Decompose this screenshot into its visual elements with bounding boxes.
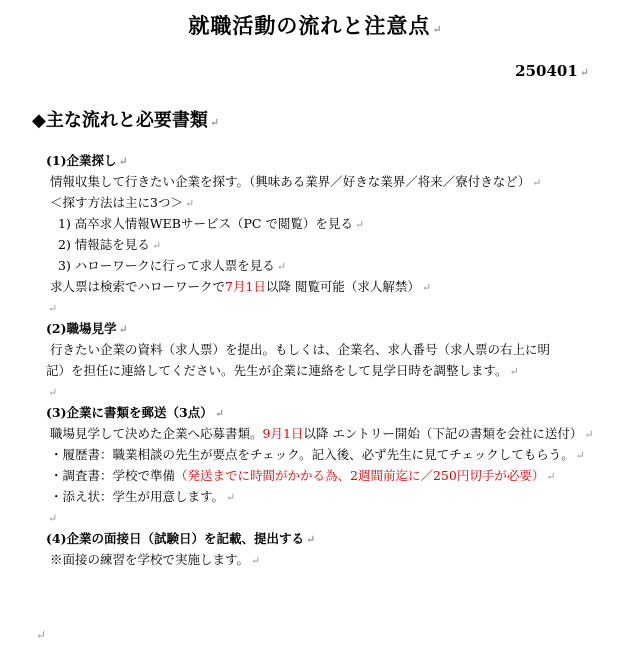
body-line: ＜探す方法は主に3つ＞ ↵ bbox=[50, 195, 195, 210]
section-heading: ◆主な流れと必要書類 ↵ bbox=[32, 110, 220, 131]
empty-line: ↵ bbox=[48, 386, 58, 399]
date-highlight: 7月1日 bbox=[225, 279, 266, 294]
step-1-heading: (1)企業探し ↵ bbox=[46, 153, 128, 168]
document-body bbox=[46, 150, 606, 570]
list-item: 1) 高卒求人情報WEBサービス（PC で閲覧）を見る ↵ bbox=[58, 216, 365, 231]
list-item: ・調査書：学校で準備（発送までに時間がかかる為、2週間前迄に／250円切手が必要） ↵ bbox=[50, 468, 556, 483]
step-3-heading: (3)企業に書類を郵送（3点） ↵ bbox=[46, 405, 224, 420]
body-line: 求人票は検索でハローワークで7月1日以降 閲覧可能（求人解禁） ↵ bbox=[50, 279, 432, 294]
list-item: ・添え状：学生が用意します。 ↵ bbox=[50, 489, 236, 504]
list-item: ・履歴書：職業相談の先生が要点をチェック。記入後、必ず先生に見てチェックしてもらう。 ↵ bbox=[50, 447, 585, 462]
step-4-heading: (4)企業の面接日（試験日）を記載、提出する ↵ bbox=[46, 531, 316, 546]
date-highlight: 9月1日 bbox=[262, 426, 304, 441]
note-highlight: （発送までに時間がかかる為、2週間前迄に／250円切手が必要） bbox=[175, 468, 545, 483]
document-number: 250401 ↵ bbox=[515, 62, 589, 80]
body-line: 記）を担任に連絡してください。先生が企業に連絡をして見学日時を調整します。 ↵ bbox=[46, 363, 519, 378]
body-line: ※面接の練習を学校で実施します。 ↵ bbox=[50, 552, 261, 567]
empty-line: ↵ bbox=[48, 302, 58, 315]
document-title: 就職活動の流れと注意点 ↵ bbox=[188, 13, 443, 38]
step-2-heading: (2)職場見学 ↵ bbox=[46, 321, 128, 336]
body-line: 職場見学して決めた企業へ応募書類。9月1日以降 エントリー開始（下記の書類を会社に送付） ↵ bbox=[50, 426, 594, 441]
empty-line: ↵ bbox=[48, 512, 58, 525]
list-item: 3) ハローワークに行って求人票を見る ↵ bbox=[58, 258, 287, 273]
body-line: 行きたい企業の資料（求人票）を提出。もしくは、企業名、求人番号（求人票の右上に明 bbox=[50, 342, 551, 357]
paragraph-mark: ↵ bbox=[36, 628, 47, 642]
body-line: 情報収集して行きたい企業を探す。（興味ある業界／好きな業界／将来／寮付きなど） ↵ bbox=[50, 174, 542, 189]
list-item: 2) 情報誌を見る ↵ bbox=[58, 237, 162, 252]
